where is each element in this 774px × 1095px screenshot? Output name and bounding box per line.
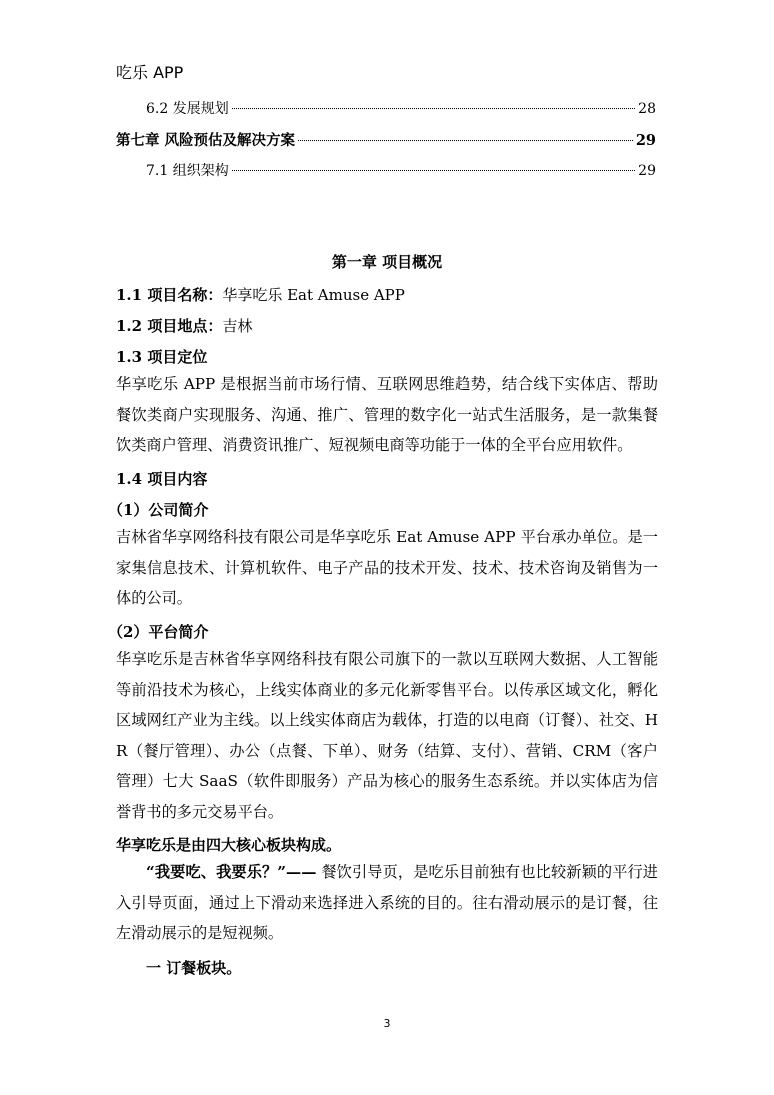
section-1-1 [116, 284, 405, 305]
guide-page-paragraph [116, 857, 658, 949]
section-1-3-heading: 1.3 项目定位 [116, 348, 208, 366]
toc-entry-page: 29 [635, 132, 656, 149]
core-modules-heading: 华享吃乐是由四大核心板块构成。 [116, 836, 342, 854]
toc-entry-page: 29 [638, 163, 656, 179]
section-1-2 [116, 315, 252, 336]
section-1-4-heading: 1.4 项目内容 [116, 470, 208, 488]
toc-leader-dots [232, 108, 635, 109]
toc-entry-label: 7.1 组织架构 [146, 163, 229, 179]
toc-entry-label: 6.2 发展规划 [146, 101, 229, 117]
platform-intro-heading: （2）平台简介 [108, 623, 209, 641]
toc-entry-chapter-7[interactable] [116, 129, 656, 151]
order-module-heading: 一 订餐板块。 [146, 959, 242, 977]
toc-entry-7-1[interactable] [116, 160, 656, 182]
platform-intro-body: 华享吃乐是吉林省华享网络科技有限公司旗下的一款以互联网大数据、人工智能等前沿技术为核心，上线实体商业的多元化新零售平台。以传承区域文化，孵化区域网红产业为主线。以上线实体商店为载体，打造的以电商（订餐）、社交、HR（餐厅管理）、办公（点餐、下单）、财务（结算、支付）、营销、CRM（客户管理）七大 SaaS（软件即服务）产品为核心的服务生态系统。并以实体店为信誉背书的多元交易平台。 [116, 650, 658, 821]
section-1-3-body: 华享吃乐 APP 是根据当前市场行情、互联网思维趋势，结合线下实体店、帮助餐饮类商户实现服务、沟通、推广、管理的数字化一站式生活服务，是一款集餐饮类商户管理、消费资讯推广、短视频电商等功能于一体的全平台应用软件。 [116, 375, 658, 454]
section-1-2-value: 吉林 [222, 317, 253, 335]
guide-page-body: 餐饮引导页，是吃乐目前独有也比较新颖的平行进入引导页面，通过上下滑动来选择进入系统的目的。往右滑动展示的是订餐，往左滑动展示的是短视频。 [116, 863, 658, 942]
guide-page-quote: “我要吃、我要乐？”—— [146, 863, 317, 881]
toc-entry-label: 第七章 风险预估及解决方案 [116, 132, 296, 149]
toc-leader-dots [298, 140, 633, 141]
section-1-2-label: 1.2 项目地点： [116, 317, 223, 335]
page-number: 3 [383, 1017, 391, 1030]
section-1-1-value: 华享吃乐 Eat Amuse APP [222, 286, 405, 304]
section-1-1-label: 1.1 项目名称： [116, 286, 223, 304]
company-intro-body: 吉林省华享网络科技有限公司是华享吃乐 Eat Amuse APP 平台承办单位。是一家集信息技术、计算机软件、电子产品的技术开发、技术、技术咨询及销售为一体的公司。 [116, 528, 658, 607]
toc-entry-6-2[interactable] [116, 98, 656, 120]
company-intro-heading: （1）公司简介 [108, 501, 209, 519]
toc-leader-dots [232, 170, 635, 171]
toc-entry-page: 28 [638, 101, 656, 117]
chapter-title: 第一章 项目概况 [331, 253, 443, 271]
page-header: 吃乐 APP [116, 63, 184, 82]
